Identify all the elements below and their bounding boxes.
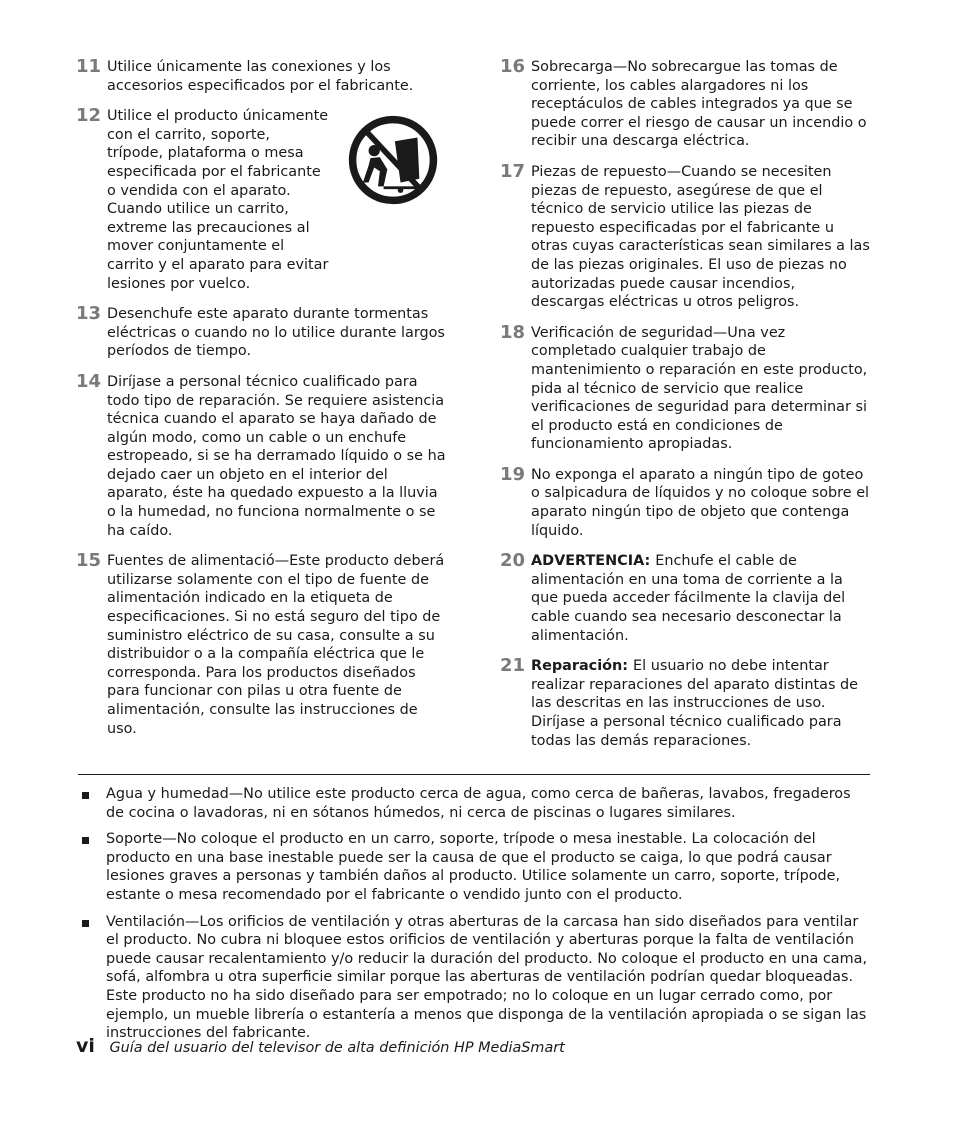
item-text: No exponga el aparato a ningún tipo de goteo o salpicadura de líquidos y no coloque sobre el aparato ningún tipo de objeto que contenga líquido.	[531, 466, 870, 539]
square-bullet-icon	[82, 920, 89, 927]
item-number: 11	[76, 56, 102, 77]
item-text: Piezas de repuesto—Cuando se necesiten piezas de repuesto, asegúrese de que el técnico de servicio utilice las piezas de repuesto especificadas por el fabricante u otras cuyas características sean similares a las de las piezas originales. El uso de piezas no autorizadas puede causar incendios, descargas eléctricas u otros peligros.	[531, 163, 870, 311]
list-item	[500, 657, 870, 750]
bullet-text: Soporte—No coloque el producto en un carro, soporte, trípode o mesa inestable. La colocación del producto en una base inestable puede ser la causa de que el producto se caiga, lo que podrá causar lesiones graves a personas y también daños al producto. Utilice solamente un carro, soporte, trípode, estante o mesa recomendado por el fabricante o vendido junto con el producto.	[106, 831, 841, 903]
list-item	[500, 58, 870, 151]
item-text: Utilice únicamente las conexiones y los accesorios especificados por el fabricante.	[107, 59, 414, 94]
footer-title: Guía del usuario del televisor de alta definición HP MediaSmart	[109, 1040, 565, 1056]
left-column	[76, 58, 446, 750]
section-divider	[78, 774, 870, 775]
cart-tip-over-warning-icon	[346, 113, 440, 207]
item-text: Verificación de seguridad—Una vez completado cualquier trabajo de mantenimiento o reparación en este producto, pida al técnico de servicio que realice verificaciones de seguridad para determinar si el producto está en condiciones de funcionamiento apropiadas.	[531, 324, 868, 453]
bullet-text: Agua y humedad—No utilice este producto cerca de agua, como cerca de bañeras, lavabos, fregaderos de cocina o lavadoras, ni en sótanos húmedos, ni cerca de piscinas o lugares similares.	[106, 786, 851, 821]
list-item	[500, 321, 870, 454]
bullet-item	[80, 830, 870, 904]
item-text: El usuario no debe intentar realizar reparaciones del aparato distintas de las descritas en las instrucciones de uso. Diríjase a personal técnico cualificado para todas las demás reparaciones.	[531, 658, 859, 749]
item-number: 19	[500, 463, 526, 485]
bullet-item	[80, 913, 870, 1043]
item-number: 15	[76, 550, 102, 572]
item-text: Diríjase a personal técnico cualificado para todo tipo de reparación. Se requiere asistencia técnica cuando el aparato se haya dañado de algún modo, como un cable o un enchufe estropeado, si se ha derramado líquido o se ha dejado caer un objeto en el interior del aparato, éste ha quedado expuesto a la lluvia o la humedad, no funciona normalmente o se ha caído.	[107, 373, 446, 539]
item-number: 21	[500, 655, 526, 677]
item-number: 16	[500, 56, 526, 77]
square-bullet-icon	[82, 792, 89, 799]
list-item	[76, 370, 446, 540]
item-number: 18	[500, 321, 526, 343]
item-number: 12	[76, 105, 102, 127]
bullet-list	[80, 785, 870, 1051]
list-item	[76, 305, 446, 361]
page-footer	[76, 1035, 565, 1057]
repair-label: Reparación:	[531, 658, 634, 675]
square-bullet-icon	[82, 837, 89, 844]
item-text: Utilice el producto únicamente con el carrito, soporte, trípode, plataforma o mesa especificada por el fabricante o vendida con el aparato. Cuando utilice un carrito, extreme las precauciones al mover conjuntamente el carrito y el aparato para evitar lesiones por vuelco.	[107, 108, 329, 292]
item-text: Desenchufe este aparato durante tormentas eléctricas o cuando no lo utilice durante largos períodos de tiempo.	[107, 306, 445, 360]
item-text: Sobrecarga—No sobrecargue las tomas de corriente, los cables alargadores ni los receptáculos de cables integrados ya que se puede correr el riesgo de causar un incendio o recibir una descarga eléctrica.	[531, 59, 867, 150]
list-item	[76, 552, 446, 738]
item-text: Enchufe el cable de alimentación en una toma de corriente a la que pueda acceder fácilmente la clavija del cable cuando sea necesario desconectar la alimentación.	[531, 553, 846, 644]
item-number: 17	[500, 160, 526, 182]
item-number: 13	[76, 303, 102, 325]
list-item	[76, 107, 446, 293]
right-column	[500, 58, 870, 762]
bullet-item	[80, 785, 870, 822]
page-number: vi	[76, 1035, 95, 1057]
item-number: 20	[500, 550, 526, 572]
warning-label: ADVERTENCIA:	[531, 553, 656, 570]
list-item	[500, 160, 870, 312]
bullet-text: Ventilación—Los orificios de ventilación y otras aberturas de la carcasa han sido diseñados para ventilar el producto. No cubra ni bloquee estos orificios de ventilación y aberturas porque la falta de ventilación puede causar recalentamiento y/o reducir la duración del producto. No coloque el producto en una cama, sofá, alfombra u otra superficie similar porque las aberturas de ventilación podrían quedar bloqueadas. Este producto no ha sido diseñado para ser empotrado; no lo coloque en un lugar cerrado como, por ejemplo, un mueble librería o estantería a menos que disponga de la ventilación apropiada o se sigan las instrucciones del fabricante.	[106, 913, 868, 1042]
list-item	[500, 552, 870, 645]
item-text: Fuentes de alimentació—Este producto deberá utilizarse solamente con el tipo de fuente de alimentación indicado en la etiqueta de especificaciones. Si no está seguro del tipo de suministro eléctrico de su casa, consulte a su distribuidor o a la compañía eléctrica que le corresponda. Para los productos diseñados para funcionar con pilas u otra fuente de alimentación, consulte las instrucciones de uso.	[107, 553, 445, 737]
list-item	[76, 58, 446, 95]
list-item	[500, 463, 870, 540]
item-number: 14	[76, 370, 102, 392]
